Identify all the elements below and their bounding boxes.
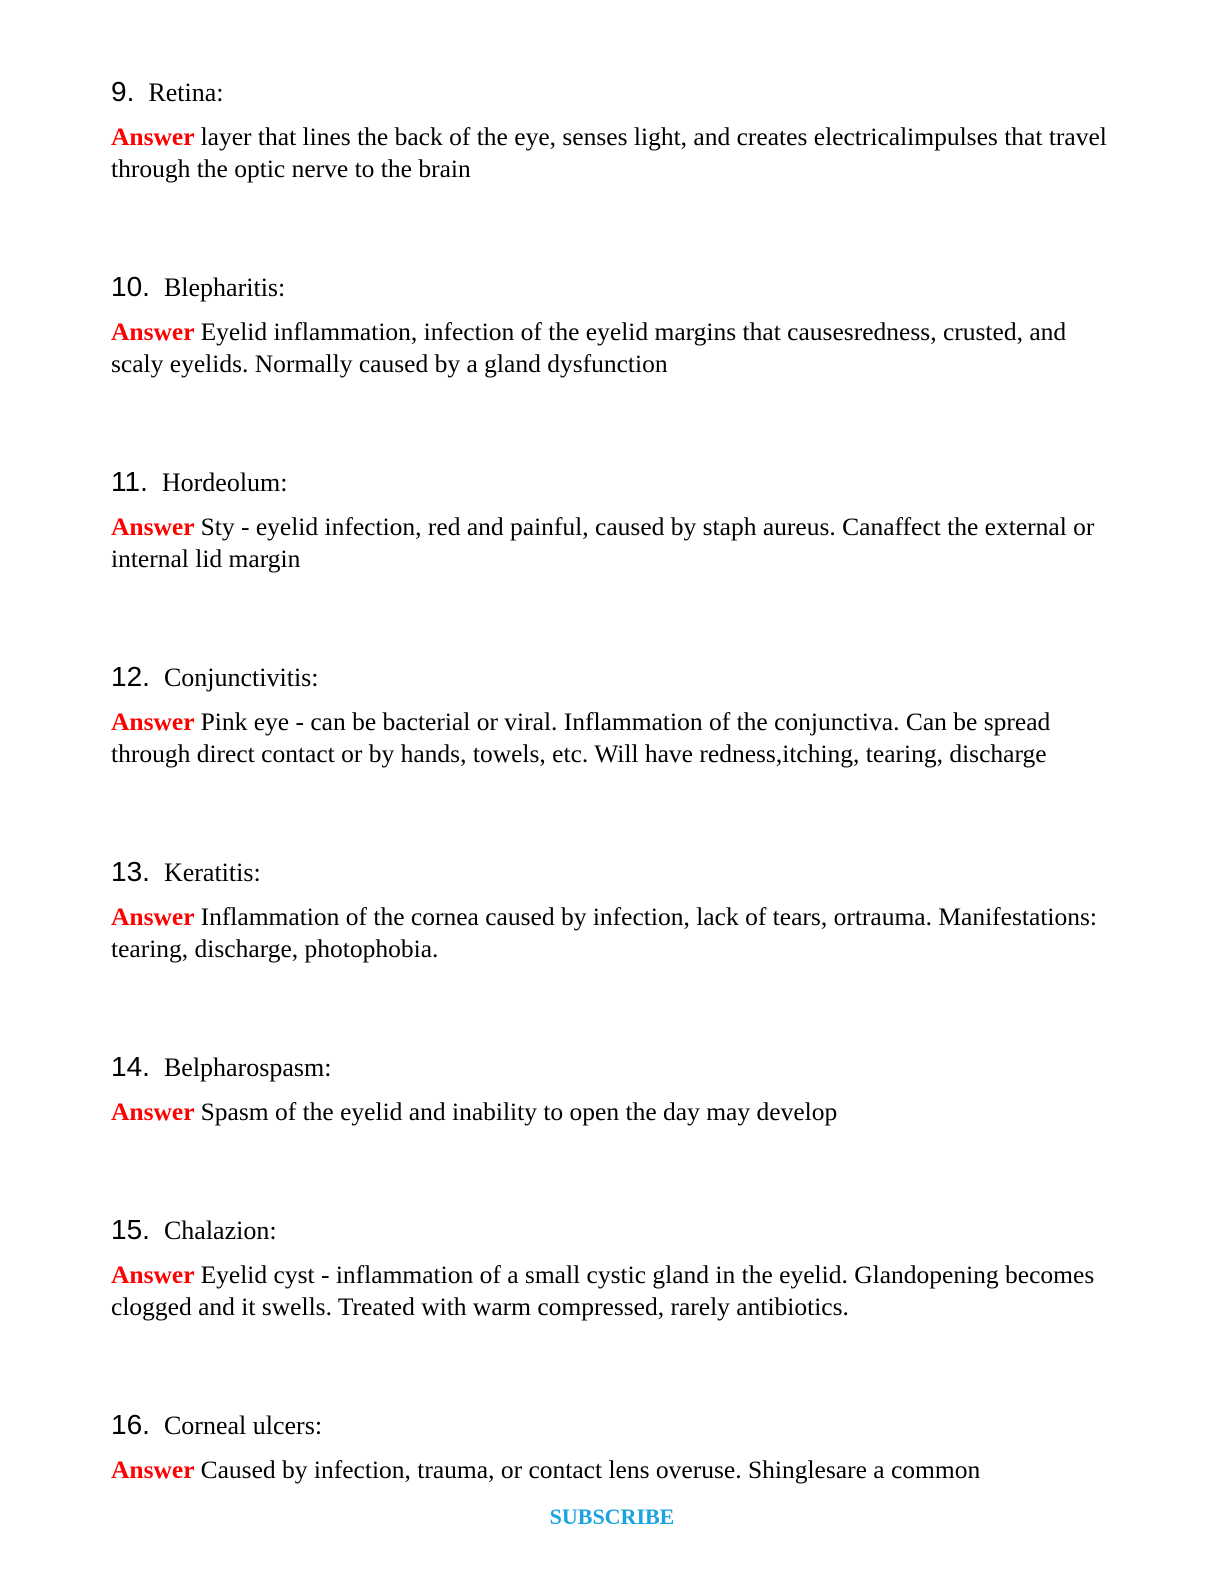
question-heading xyxy=(111,462,288,502)
question-number: 14. xyxy=(111,1051,150,1082)
answer-block xyxy=(111,1259,1121,1323)
question-heading xyxy=(111,1210,277,1250)
answer-text: Spasm of the eyelid and inability to open the day may develop xyxy=(200,1097,838,1126)
answer-block xyxy=(111,1454,1121,1486)
answer-label: Answer xyxy=(111,317,195,346)
answer-text: Sty - eyelid infection, red and painful, caused by staph aureus. Canaffect the external or internal lid margin xyxy=(111,512,1095,573)
question-term: Conjunctivitis: xyxy=(163,663,319,692)
question-term: Belpharospasm: xyxy=(163,1053,332,1082)
answer-label: Answer xyxy=(111,902,195,931)
answer-text: Inflammation of the cornea caused by infection, lack of tears, ortrauma. Manifestations: tearing, discharge, photophobia. xyxy=(111,902,1098,963)
question-number: 9. xyxy=(111,76,135,107)
question-number: 12. xyxy=(111,661,150,692)
question-heading xyxy=(111,852,261,892)
question-heading xyxy=(111,1405,322,1445)
question-number: 11. xyxy=(111,466,148,497)
question-term: Hordeolum: xyxy=(161,468,288,497)
answer-label: Answer xyxy=(111,512,195,541)
answer-block xyxy=(111,1096,1121,1128)
question-heading xyxy=(111,72,223,112)
answer-label: Answer xyxy=(111,707,195,736)
subscribe-link[interactable]: SUBSCRIBE xyxy=(549,1504,675,1529)
answer-block xyxy=(111,316,1121,380)
subscribe-footer xyxy=(0,1503,1224,1531)
answer-text: Eyelid cyst - inflammation of a small cystic gland in the eyelid. Glandopening becomes clogged and it swells. Treated with warm compressed, rarely antibiotics. xyxy=(111,1260,1095,1321)
question-term: Corneal ulcers: xyxy=(163,1411,323,1440)
answer-label: Answer xyxy=(111,122,195,151)
answer-text: layer that lines the back of the eye, senses light, and creates electricalimpulses that travel through the optic nerve to the brain xyxy=(111,122,1107,183)
answer-block xyxy=(111,121,1121,185)
question-term: Chalazion: xyxy=(163,1216,277,1245)
question-number: 16. xyxy=(111,1409,150,1440)
question-heading xyxy=(111,657,319,697)
answer-text: Pink eye - can be bacterial or viral. Inflammation of the conjunctiva. Can be spread through direct contact or by hands, towels, etc. Will have redness,itching, tearing, discharge xyxy=(111,707,1051,768)
answer-text: Caused by infection, trauma, or contact lens overuse. Shinglesare a common xyxy=(200,1455,981,1484)
question-term: Retina: xyxy=(148,78,224,107)
question-term: Blepharitis: xyxy=(163,273,286,302)
question-heading xyxy=(111,267,285,307)
answer-label: Answer xyxy=(111,1455,195,1484)
answer-text: Eyelid inflammation, infection of the eyelid margins that causesredness, crusted, and scaly eyelids. Normally caused by a gland dysfunction xyxy=(111,317,1067,378)
question-number: 10. xyxy=(111,271,150,302)
answer-label: Answer xyxy=(111,1097,195,1126)
answer-block xyxy=(111,706,1121,770)
answer-block xyxy=(111,901,1121,965)
answer-label: Answer xyxy=(111,1260,195,1289)
question-term: Keratitis: xyxy=(163,858,261,887)
question-number: 15. xyxy=(111,1214,150,1245)
question-heading xyxy=(111,1047,331,1087)
answer-block xyxy=(111,511,1121,575)
question-number: 13. xyxy=(111,856,150,887)
